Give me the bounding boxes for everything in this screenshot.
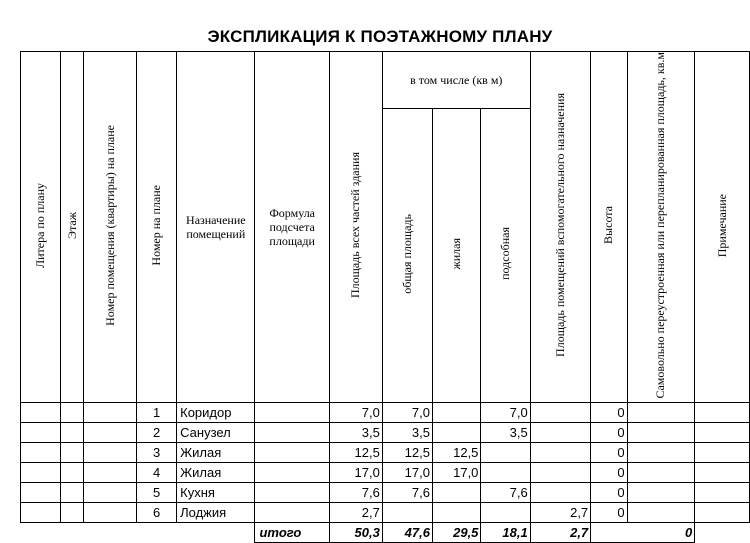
area-obshchaya: 3,5: [382, 422, 432, 442]
area-vspom: [530, 442, 590, 462]
height: 0: [591, 442, 627, 462]
area-podsobnaya: [481, 442, 530, 462]
table-row: [21, 502, 750, 522]
area-zhilaya: [432, 502, 480, 522]
room-number: 1: [137, 402, 177, 422]
area-vspom: [530, 462, 590, 482]
room-name: Лоджия: [177, 502, 255, 522]
totals-area-total: 50,3: [329, 522, 382, 542]
page-title: ЭКСПЛИКАЦИЯ К ПОЭТАЖНОМУ ПЛАНУ: [207, 27, 553, 46]
height: 0: [591, 422, 627, 442]
header-formula: Формула подсчета площади: [255, 52, 329, 403]
room-number: 4: [137, 462, 177, 482]
area-total: 17,0: [329, 462, 382, 482]
height: 0: [591, 402, 627, 422]
totals-samovolno: 0: [591, 522, 695, 542]
area-obshchaya: 17,0: [382, 462, 432, 482]
height: 0: [591, 462, 627, 482]
room-number: 2: [137, 422, 177, 442]
area-total: 3,5: [329, 422, 382, 442]
area-total: 2,7: [329, 502, 382, 522]
area-podsobnaya: 7,0: [481, 402, 530, 422]
header-v-tom-chisle: в том числе (кв м): [382, 52, 530, 109]
area-obshchaya: [382, 502, 432, 522]
table-row: [21, 442, 750, 462]
area-zhilaya: [432, 422, 480, 442]
area-podsobnaya: [481, 462, 530, 482]
height: 0: [591, 482, 627, 502]
area-total: 7,0: [329, 402, 382, 422]
table-row: [21, 402, 750, 422]
area-obshchaya: 7,6: [382, 482, 432, 502]
room-name: Жилая: [177, 462, 255, 482]
totals-area-zhilaya: 29,5: [432, 522, 480, 542]
table-row: [21, 422, 750, 442]
header-ploshchad-vsekh: Площадь всех частей здания: [329, 52, 382, 403]
room-name: Коридор: [177, 402, 255, 422]
area-vspom: [530, 402, 590, 422]
room-number: 3: [137, 442, 177, 462]
totals-row: [21, 522, 750, 542]
room-number: 5: [137, 482, 177, 502]
header-obshchaya: общая площадь: [382, 108, 432, 402]
header-nomer-na-plane: Номер на плане: [137, 52, 177, 403]
header-podsobnaya: подсобная: [481, 108, 530, 402]
room-number: 6: [137, 502, 177, 522]
height: 0: [591, 502, 627, 522]
area-podsobnaya: 7,6: [481, 482, 530, 502]
area-zhilaya: [432, 402, 480, 422]
room-name: Жилая: [177, 442, 255, 462]
room-name: Санузел: [177, 422, 255, 442]
area-podsobnaya: 3,5: [481, 422, 530, 442]
area-zhilaya: 17,0: [432, 462, 480, 482]
area-obshchaya: 7,0: [382, 402, 432, 422]
header-litera: Литера по плану: [21, 52, 61, 403]
table-row: [21, 462, 750, 482]
header-nomer-pomeshcheniya: Номер помещения (квартиры) на плане: [84, 52, 137, 403]
area-vspom: [530, 482, 590, 502]
totals-label: итого: [255, 522, 329, 542]
header-primechanie: Примечание: [695, 52, 750, 403]
area-vspom: 2,7: [530, 502, 590, 522]
area-total: 12,5: [329, 442, 382, 462]
header-etazh: Этаж: [61, 52, 84, 403]
area-podsobnaya: [481, 502, 530, 522]
area-total: 7,6: [329, 482, 382, 502]
header-vysota: Высота: [591, 52, 627, 403]
area-vspom: [530, 422, 590, 442]
totals-area-obshchaya: 47,6: [382, 522, 432, 542]
area-zhilaya: 12,5: [432, 442, 480, 462]
header-zhilaya: жилая: [432, 108, 480, 402]
explication-table: [20, 51, 750, 543]
header-naznachenie: Назначение помещений: [177, 52, 255, 403]
area-obshchaya: 12,5: [382, 442, 432, 462]
header-samovolno: Самовольно переустроенная или перепланированная площадь, кв.м: [627, 52, 695, 403]
room-name: Кухня: [177, 482, 255, 502]
table-row: [21, 482, 750, 502]
totals-area-podsobnaya: 18,1: [481, 522, 530, 542]
area-zhilaya: [432, 482, 480, 502]
totals-area-vspom: 2,7: [530, 522, 590, 542]
header-vspomogatelnaya: Площадь помещений вспомогательного назначения: [530, 52, 590, 403]
